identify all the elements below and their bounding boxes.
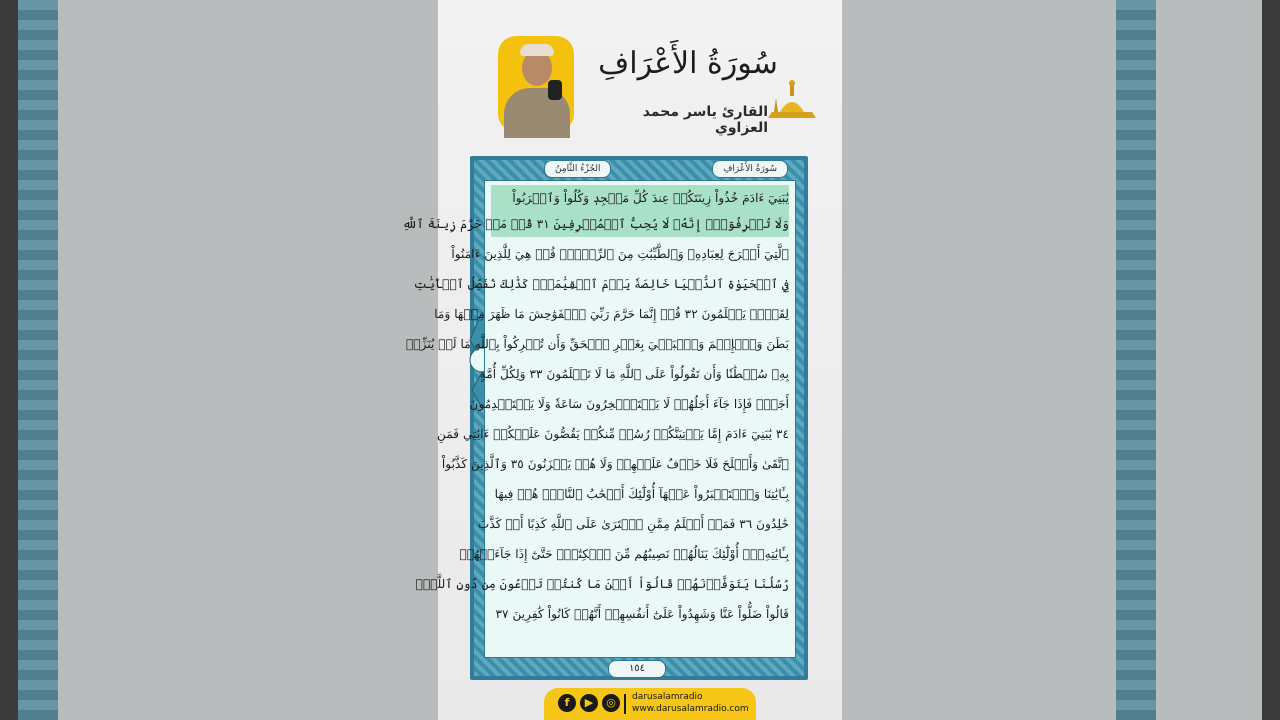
background-border-strip xyxy=(1116,0,1156,720)
video-frame xyxy=(402,0,842,720)
background-border-strip xyxy=(18,0,58,720)
ayah-line: ٱلَّتِيٓ أَخۡرَجَ لِعِبَادِهِۦ وَٱلطَّيِّبَٰتِ مِنَ ٱلرِّزۡقِۚ قُلۡ هِيَ لِلَّذِينَ ءَامَنُواْ xyxy=(451,247,789,261)
ayah-line: ٱتَّقَىٰ وَأَصۡلَحَ فَلَا خَوۡفٌ عَلَيۡهِمۡ وَلَا هُمۡ يَحۡزَنُونَ ٣٥ وَٱلَّذِينَ كَذَّبُواْ xyxy=(441,457,789,471)
youtube-icon[interactable]: ▶ xyxy=(580,694,598,712)
page-header xyxy=(484,160,794,178)
background-right-blur xyxy=(842,0,1280,720)
page-number: ١٥٤ xyxy=(608,660,666,678)
mushaf-page xyxy=(402,156,808,680)
facebook-icon[interactable]: f xyxy=(558,694,576,712)
surah-title: سُورَةُ الأَعْرَافِ xyxy=(598,46,778,81)
ayah-line: ٣٤ يَٰبَنِيٓ ءَادَمَ إِمَّا يَأۡتِيَنَّكُمۡ رُسُلٞ مِّنكُمۡ يَقُصُّونَ عَلَيۡكُمۡ ءَايَٰتِي فَمَنِ xyxy=(436,427,789,441)
background-edge xyxy=(0,0,18,720)
ayah-line: بِهِۦ سُلۡطَٰنٗا وَأَن تَقُولُواْ عَلَى ٱللَّهِ مَا لَا تَعۡلَمُونَ ٣٣ وَلِكُلِّ أُمَّةٍ xyxy=(479,367,789,381)
ayah-text-area xyxy=(402,180,796,658)
ayah-line: يَٰبَنِيٓ ءَادَمَ خُذُواْ زِينَتَكُمۡ عِندَ كُلِّ مَسۡجِدٖ وَكُلُواْ وَٱشۡرَبُواْ xyxy=(491,185,789,211)
footer-divider xyxy=(624,694,626,714)
site-short[interactable]: darusalamradio xyxy=(632,692,703,702)
footer-bar xyxy=(544,688,756,720)
ayah-line: خَٰلِدُونَ ٣٦ فَمَنۡ أَظۡلَمُ مِمَّنِ ٱفۡتَرَىٰ عَلَى ٱللَّهِ كَذِبًا أَوۡ كَذَّبَ xyxy=(477,517,789,531)
ayah-line: أَجَلٞۖ فَإِذَا جَآءَ أَجَلُهُمۡ لَا يَسۡتَـٔۡخِرُونَ سَاعَةٗ وَلَا يَسۡتَقۡدِمُونَ xyxy=(469,397,789,411)
background-left-blur xyxy=(0,0,438,720)
background-edge xyxy=(1262,0,1280,720)
ayah-line: بِـَٔايَٰتِنَا وَٱسۡتَكۡبَرُواْ عَنۡهَآ أُوْلَٰٓئِكَ أَصۡحَٰبُ ٱلنَّارِۖ هُمۡ فِيهَا xyxy=(494,487,789,501)
juz-label: الجُزْءُ الثَّامِنُ xyxy=(544,160,611,178)
header xyxy=(438,0,842,150)
surah-label: سُورَةُ الأَعْرَافِ xyxy=(712,160,788,178)
site-url[interactable]: www.darusalamradio.com xyxy=(632,704,749,714)
ayah-line: رُسُلُنَا يَتَوَفَّوۡنَهُمۡ قَالُوٓاْ أَيۡنَ مَا كُنتُمۡ تَدۡعُونَ مِن دُونِ ٱللَّهِۖ xyxy=(415,577,789,591)
reciter-name: القارئ ياسر محمد العزاوي xyxy=(642,104,768,136)
instagram-icon[interactable]: ◎ xyxy=(602,694,620,712)
mosque-logo-icon xyxy=(766,78,818,122)
ayah-line: قَالُواْ ضَلُّواْ عَنَّا وَشَهِدُواْ عَلَىٰٓ أَنفُسِهِمۡ أَنَّهُمۡ كَانُواْ كَٰفِرِينَ ٣٧ xyxy=(495,607,789,621)
ayah-line: فِي ٱلۡحَيَوٰةِ ٱلدُّنۡيَا خَالِصَةٗ يَوۡمَ ٱلۡقِيَٰمَةِۗ كَذَٰلِكَ نُفَصِّلُ ٱلۡأٓيَٰتِ xyxy=(413,277,789,291)
reciter-avatar xyxy=(498,36,574,132)
ayah-line: وَلَا تُسۡرِفُوٓاْۚ إِنَّهُۥ لَا يُحِبُّ ٱلۡمُسۡرِفِينَ ٣١ قُلۡ مَنۡ حَرَّمَ زِينَةَ ٱللَّهِ xyxy=(491,211,789,237)
ayah-line: لِقَوۡمٖ يَعۡلَمُونَ ٣٢ قُلۡ إِنَّمَا حَرَّمَ رَبِّيَ ٱلۡفَوَٰحِشَ مَا ظَهَرَ مِنۡهَا وَمَا xyxy=(434,307,789,321)
ayah-line: بِـَٔايَٰتِهِۦٓۚ أُوْلَٰٓئِكَ يَنَالُهُمۡ نَصِيبُهُم مِّنَ ٱلۡكِتَٰبِۖ حَتَّىٰٓ إِذَا جَآءَتۡهُمۡ xyxy=(459,547,789,561)
ayah-line: بَطَنَ وَٱلۡإِثۡمَ وَٱلۡبَغۡيَ بِغَيۡرِ ٱلۡحَقِّ وَأَن تُشۡرِكُواْ بِٱللَّهِ مَا لَمۡ يُنَزِّلۡ xyxy=(405,337,789,351)
